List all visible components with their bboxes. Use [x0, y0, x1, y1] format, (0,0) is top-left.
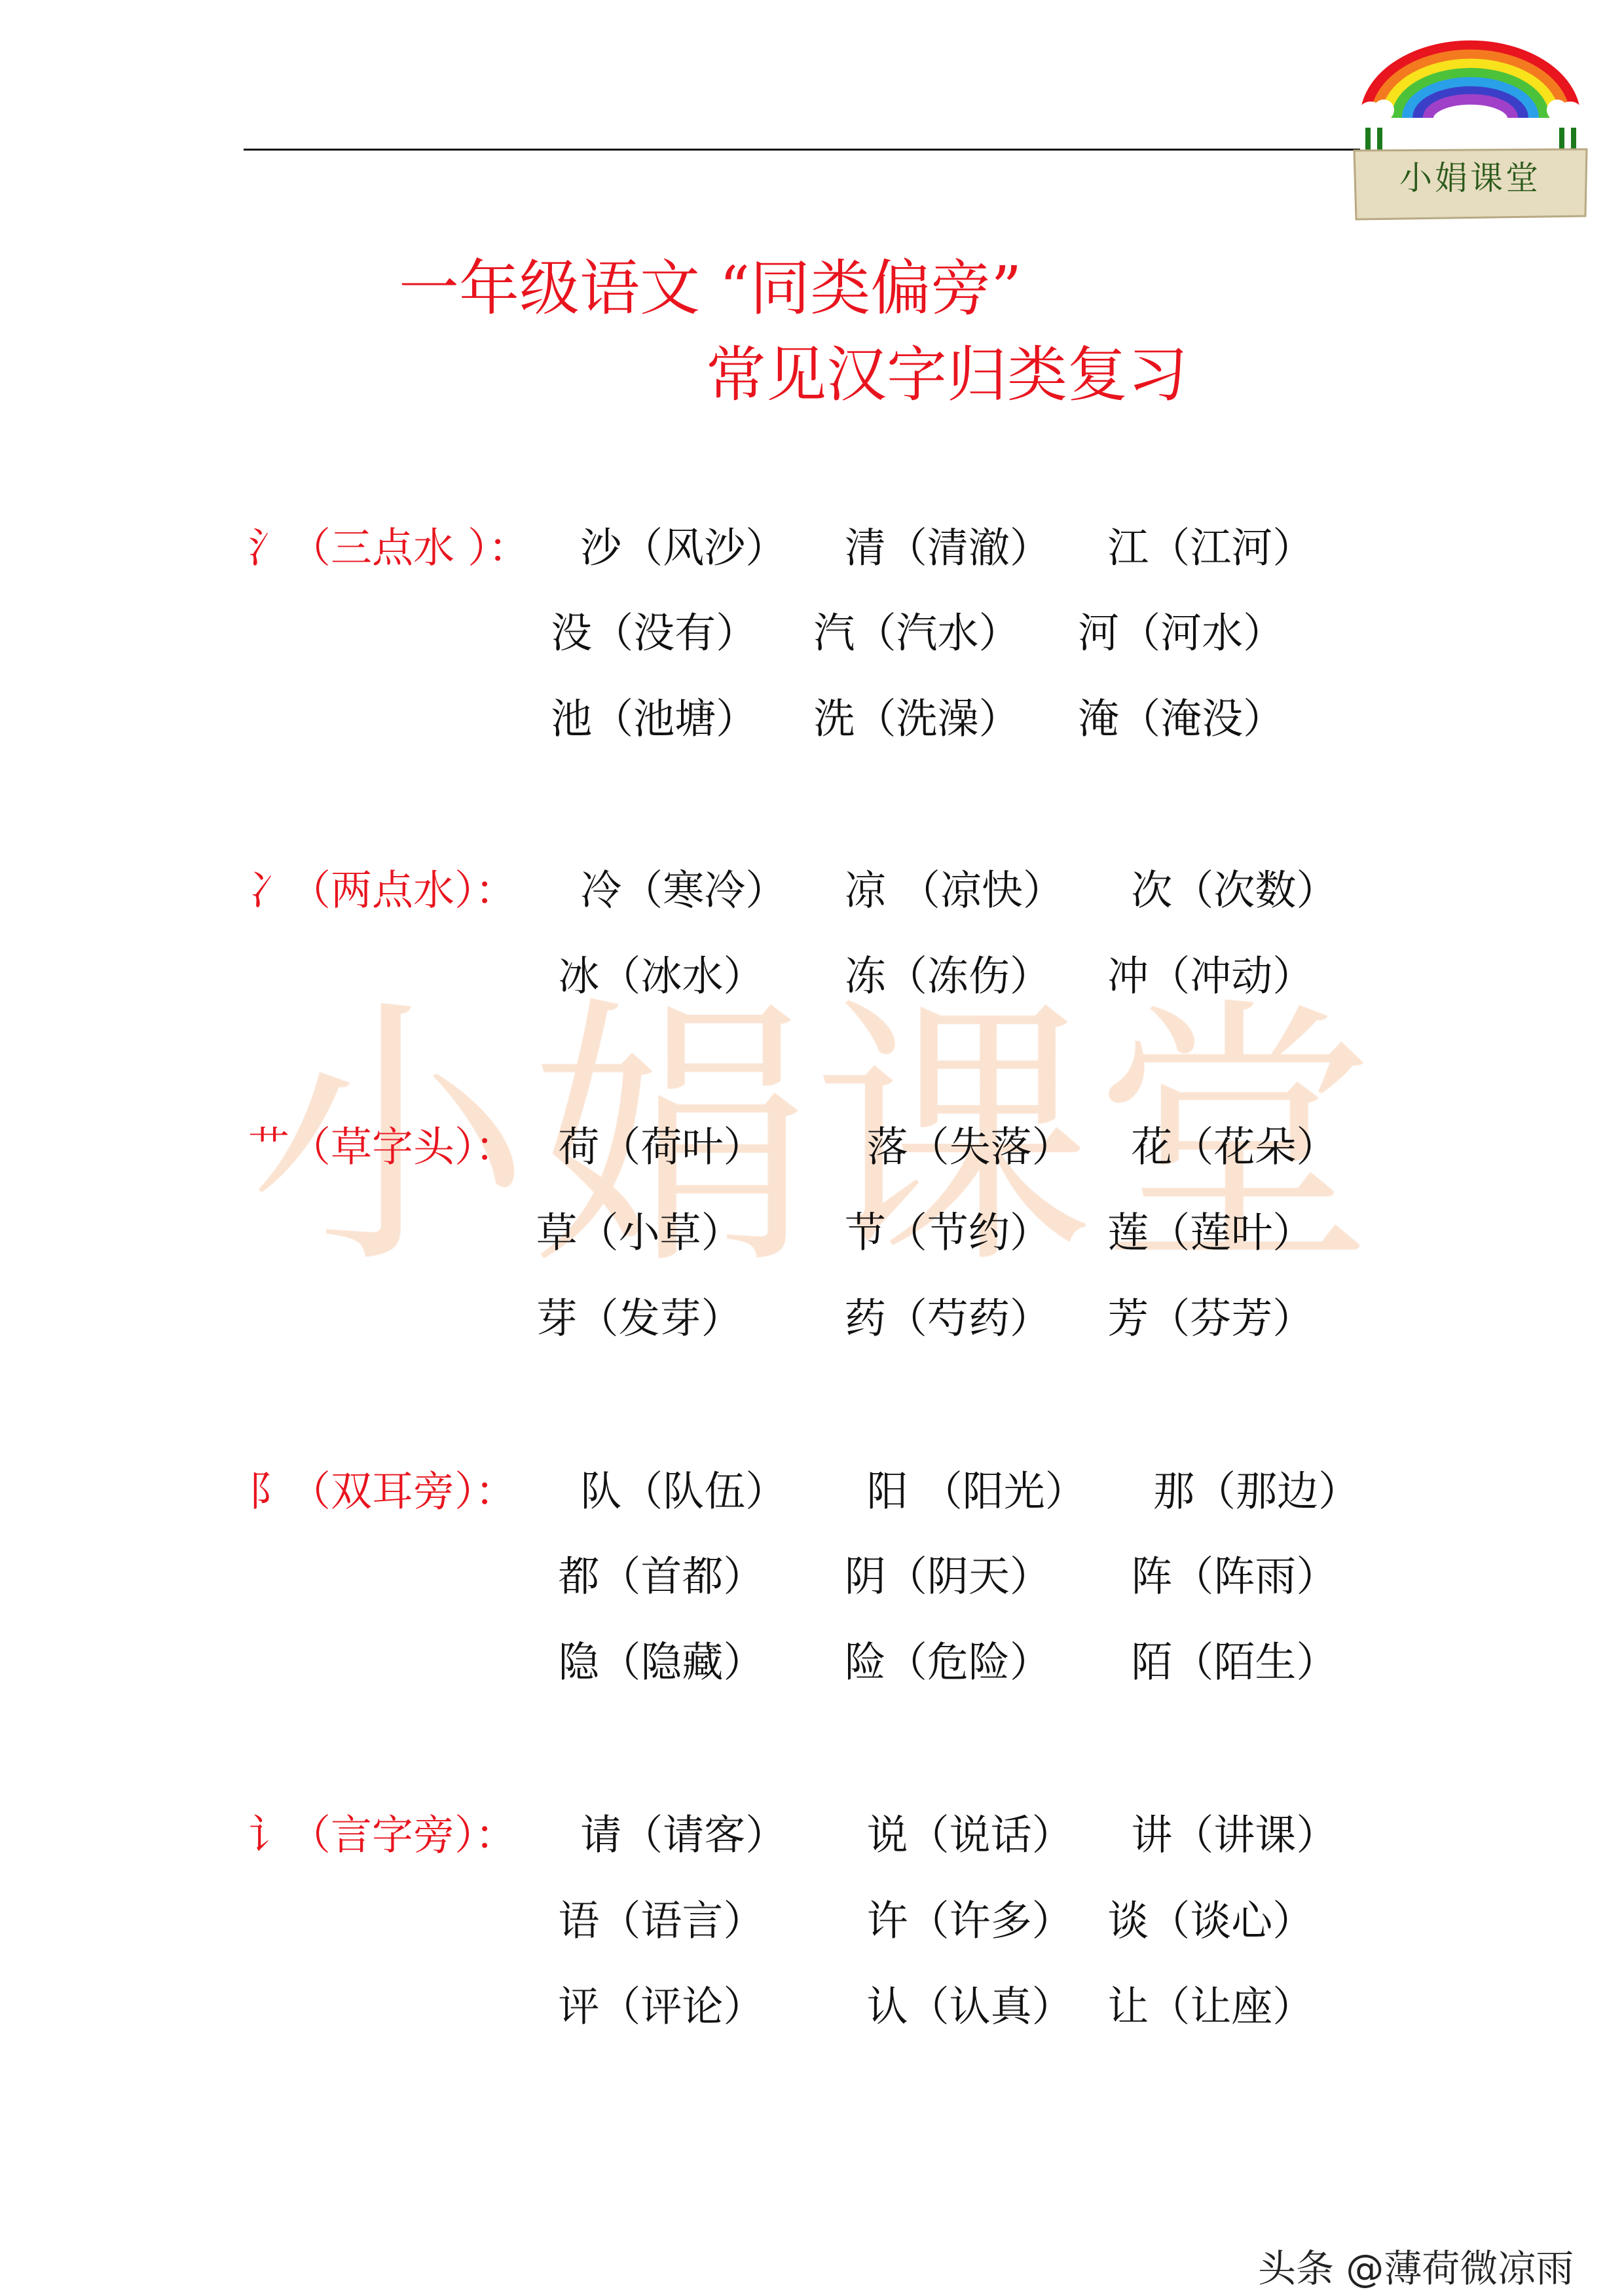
close-paren: ） — [978, 609, 1020, 657]
character-entry — [580, 866, 787, 915]
entry-character: 沙 — [580, 524, 622, 572]
open-paren: （ — [1119, 609, 1161, 657]
logo-text: 小娟课堂 — [1399, 159, 1541, 197]
close-paren: ） — [745, 866, 787, 915]
entry-character: 河 — [1078, 609, 1120, 657]
open-paren: （ — [1172, 1811, 1214, 1859]
entry-word: 阴天 — [927, 1552, 1010, 1601]
entry-word: 池塘 — [633, 695, 716, 743]
entry-character: 阵 — [1131, 1552, 1173, 1601]
entry-character: 险 — [844, 1638, 886, 1686]
entry-character: 芳 — [1107, 1294, 1149, 1343]
character-entry — [844, 866, 1064, 915]
close-paren: ） — [723, 1638, 765, 1686]
entry-character: 谈 — [1107, 1897, 1149, 1945]
entry-word: 首都 — [640, 1552, 724, 1601]
entry-character: 节 — [844, 1209, 886, 1257]
entry-character: 语 — [558, 1897, 600, 1945]
entry-word: 次数 — [1213, 866, 1297, 915]
open-paren: （ — [621, 1467, 663, 1516]
close-paren: ） — [1243, 609, 1285, 657]
close-paren: ） — [1009, 1294, 1051, 1343]
close-paren: ） — [701, 1294, 743, 1343]
close-paren: ） — [1272, 524, 1314, 572]
close-paren: ） — [1044, 1467, 1086, 1516]
close-paren: ） — [1296, 1638, 1338, 1686]
entry-character: 请 — [580, 1811, 622, 1859]
close-paren: ） — [1031, 1811, 1073, 1859]
open-paren: （ — [1172, 1552, 1214, 1601]
radical-label: 阝（双耳旁）： — [248, 1467, 517, 1516]
entry-character: 阳 — [866, 1467, 921, 1516]
close-paren: ） — [1031, 1982, 1073, 2031]
character-entry — [866, 1897, 1073, 1945]
entry-character: 落 — [866, 1123, 908, 1171]
page-title-line1: 一年级语文 “同类偏旁” — [399, 253, 1022, 323]
character-entry — [1131, 1552, 1338, 1601]
entry-word: 队伍 — [663, 1467, 746, 1516]
open-paren: （ — [885, 1638, 927, 1686]
character-entry — [866, 1467, 1086, 1516]
entry-word: 许多 — [949, 1897, 1032, 1945]
close-paren: ） — [723, 1982, 765, 2031]
open-paren: （ — [577, 1209, 619, 1257]
entry-character: 没 — [551, 609, 593, 657]
entry-character: 许 — [866, 1897, 908, 1945]
character-entry — [844, 1638, 1051, 1686]
character-entry — [551, 609, 758, 657]
open-paren: （ — [898, 866, 940, 915]
radical-label: 冫（两点水）： — [248, 866, 517, 915]
entry-character: 冻 — [844, 952, 886, 1000]
entry-character: 淹 — [1078, 695, 1120, 743]
entry-word: 阳光 — [962, 1467, 1045, 1516]
character-entry — [1107, 1982, 1314, 2031]
character-entry — [558, 1638, 765, 1686]
close-paren: ） — [1009, 524, 1051, 572]
entry-word: 芬芳 — [1190, 1294, 1273, 1343]
close-paren: ） — [1272, 1294, 1314, 1343]
entry-character: 阴 — [844, 1552, 886, 1601]
entry-character: 都 — [558, 1552, 600, 1601]
close-paren: ） — [745, 1811, 787, 1859]
close-paren: ） — [1272, 1897, 1314, 1945]
entry-character: 洗 — [813, 695, 855, 743]
close-paren: ） — [1031, 1123, 1073, 1171]
open-paren: （ — [1149, 1897, 1190, 1945]
entry-word: 冻伤 — [927, 952, 1010, 1000]
character-entry — [558, 1552, 765, 1601]
entry-character: 讲 — [1131, 1811, 1173, 1859]
close-paren: ） — [745, 1467, 787, 1516]
open-paren: （ — [592, 695, 634, 743]
open-paren: （ — [599, 1982, 641, 2031]
close-paren: ） — [745, 524, 787, 572]
close-paren: ） — [723, 1123, 765, 1171]
character-entry — [558, 1982, 765, 2031]
open-paren: （ — [885, 524, 927, 572]
close-paren: ） — [723, 1552, 765, 1601]
entry-word: 危险 — [927, 1638, 1010, 1686]
close-paren: ） — [1296, 866, 1338, 915]
entry-word: 洗澡 — [896, 695, 979, 743]
entry-character: 江 — [1107, 524, 1149, 572]
open-paren: （ — [599, 1552, 641, 1601]
entry-word: 淹没 — [1160, 695, 1244, 743]
open-paren: （ — [908, 1123, 950, 1171]
open-paren: （ — [1194, 1467, 1236, 1516]
entry-character: 花 — [1131, 1123, 1173, 1171]
entry-word: 汽水 — [896, 609, 979, 657]
entry-word: 冰水 — [640, 952, 724, 1000]
entry-character: 荷 — [558, 1123, 600, 1171]
character-entry — [844, 1552, 1051, 1601]
entry-word: 寒冷 — [663, 866, 746, 915]
open-paren: （ — [1149, 952, 1190, 1000]
open-paren: （ — [1149, 1209, 1190, 1257]
entry-word: 评论 — [640, 1982, 724, 2031]
character-entry — [536, 1294, 743, 1343]
open-paren: （ — [921, 1467, 963, 1516]
character-entry — [536, 1209, 743, 1257]
open-paren: （ — [908, 1897, 950, 1945]
entry-character: 凉 — [844, 866, 899, 915]
entry-word: 那边 — [1236, 1467, 1319, 1516]
character-entry — [1131, 1638, 1338, 1686]
character-entry — [580, 524, 787, 572]
entry-character: 莲 — [1107, 1209, 1149, 1257]
character-entry — [580, 1467, 787, 1516]
entry-character: 认 — [866, 1982, 908, 2031]
header-rule — [244, 149, 1360, 151]
character-entry — [866, 1811, 1073, 1859]
character-entry — [844, 1209, 1051, 1257]
entry-character: 冲 — [1107, 952, 1149, 1000]
character-entry — [1078, 609, 1285, 657]
entry-character: 评 — [558, 1982, 600, 2031]
close-paren: ） — [716, 695, 758, 743]
entry-character: 队 — [580, 1467, 622, 1516]
entry-word: 凉快 — [940, 866, 1023, 915]
close-paren: ） — [1009, 1209, 1051, 1257]
character-entry — [1107, 524, 1314, 572]
entry-character: 让 — [1107, 1982, 1149, 2031]
entry-word: 讲课 — [1213, 1811, 1297, 1859]
footer-credit: 头条 @薄荷微凉雨 — [1258, 2246, 1574, 2291]
entry-character: 清 — [844, 524, 886, 572]
close-paren: ） — [1296, 1552, 1338, 1601]
open-paren: （ — [885, 1294, 927, 1343]
close-paren: ） — [1272, 1982, 1314, 2031]
entry-character: 芽 — [536, 1294, 578, 1343]
open-paren: （ — [1149, 1982, 1190, 2031]
entry-word: 请客 — [663, 1811, 746, 1859]
entry-word: 小草 — [618, 1209, 701, 1257]
entry-character: 陌 — [1131, 1638, 1173, 1686]
character-entry — [1107, 1209, 1314, 1257]
open-paren: （ — [1172, 866, 1214, 915]
character-entry — [1078, 695, 1285, 743]
open-paren: （ — [885, 1209, 927, 1257]
close-paren: ） — [723, 1897, 765, 1945]
entry-word: 河水 — [1160, 609, 1244, 657]
entry-character: 说 — [866, 1811, 908, 1859]
open-paren: （ — [885, 1552, 927, 1601]
open-paren: （ — [592, 609, 634, 657]
entry-word: 芍药 — [927, 1294, 1010, 1343]
entry-character: 冰 — [558, 952, 600, 1000]
entry-character: 药 — [844, 1294, 886, 1343]
open-paren: （ — [908, 1982, 950, 2031]
entry-word: 谈心 — [1190, 1897, 1273, 1945]
entry-word: 失落 — [949, 1123, 1032, 1171]
page-title-line2: 常见汉字归类复习 — [706, 340, 1189, 410]
character-entry — [866, 1123, 1073, 1171]
character-entry — [1131, 866, 1338, 915]
entry-word: 江河 — [1190, 524, 1273, 572]
entry-word: 语言 — [640, 1897, 724, 1945]
entry-word: 让座 — [1190, 1982, 1273, 2031]
radical-label: 艹（草字头）： — [248, 1123, 517, 1171]
close-paren: ） — [1272, 952, 1314, 1000]
close-paren: ） — [716, 609, 758, 657]
character-entry — [844, 952, 1051, 1000]
character-entry — [551, 695, 758, 743]
open-paren: （ — [621, 866, 663, 915]
entry-word: 花朵 — [1213, 1123, 1297, 1171]
character-entry — [813, 695, 1020, 743]
close-paren: ） — [701, 1209, 743, 1257]
character-entry — [558, 952, 765, 1000]
close-paren: ） — [1031, 1897, 1073, 1945]
character-entry — [866, 1982, 1073, 2031]
open-paren: （ — [1119, 695, 1161, 743]
open-paren: （ — [885, 952, 927, 1000]
character-entry — [1107, 952, 1314, 1000]
entry-word: 清澈 — [927, 524, 1010, 572]
entry-word: 阵雨 — [1213, 1552, 1297, 1601]
entry-character: 冷 — [580, 866, 622, 915]
entry-word: 风沙 — [663, 524, 746, 572]
entry-word: 荷叶 — [640, 1123, 724, 1171]
open-paren: （ — [577, 1294, 619, 1343]
character-entry — [844, 1294, 1051, 1343]
close-paren: ） — [978, 695, 1020, 743]
close-paren: ） — [1009, 1638, 1051, 1686]
character-entry — [558, 1897, 765, 1945]
radical-label: 讠（言字旁）： — [248, 1811, 517, 1859]
open-paren: （ — [599, 1123, 641, 1171]
open-paren: （ — [621, 1811, 663, 1859]
entry-character: 草 — [536, 1209, 578, 1257]
character-entry — [813, 609, 1020, 657]
open-paren: （ — [908, 1811, 950, 1859]
open-paren: （ — [855, 695, 896, 743]
close-paren: ） — [1009, 1552, 1051, 1601]
entry-word: 认真 — [949, 1982, 1032, 2031]
open-paren: （ — [855, 609, 896, 657]
open-paren: （ — [599, 952, 641, 1000]
entry-character: 次 — [1131, 866, 1173, 915]
entry-word: 冲动 — [1190, 952, 1273, 1000]
close-paren: ） — [723, 952, 765, 1000]
close-paren: ） — [1022, 866, 1064, 915]
entry-word: 发芽 — [618, 1294, 701, 1343]
character-entry — [1153, 1467, 1360, 1516]
open-paren: （ — [1172, 1123, 1214, 1171]
close-paren: ） — [1272, 1209, 1314, 1257]
character-entry — [844, 524, 1051, 572]
open-paren: （ — [1149, 524, 1190, 572]
close-paren: ） — [1296, 1811, 1338, 1859]
entry-character: 隐 — [558, 1638, 600, 1686]
character-entry — [580, 1811, 787, 1859]
open-paren: （ — [1172, 1638, 1214, 1686]
close-paren: ） — [1009, 952, 1051, 1000]
entry-character: 汽 — [813, 609, 855, 657]
character-entry — [1107, 1294, 1314, 1343]
entry-word: 隐藏 — [640, 1638, 724, 1686]
close-paren: ） — [1296, 1123, 1338, 1171]
radical-label: 氵（三点水 ）： — [248, 524, 530, 572]
entry-character: 那 — [1153, 1467, 1195, 1516]
open-paren: （ — [1149, 1294, 1190, 1343]
entry-word: 陌生 — [1213, 1638, 1297, 1686]
entry-word: 莲叶 — [1190, 1209, 1273, 1257]
character-entry — [1131, 1123, 1338, 1171]
entry-word: 说话 — [949, 1811, 1032, 1859]
entry-word: 没有 — [633, 609, 716, 657]
open-paren: （ — [621, 524, 663, 572]
character-entry — [1107, 1897, 1314, 1945]
close-paren: ） — [1243, 695, 1285, 743]
close-paren: ） — [1318, 1467, 1360, 1516]
entry-word: 节约 — [927, 1209, 1010, 1257]
open-paren: （ — [599, 1897, 641, 1945]
entry-character: 池 — [551, 695, 593, 743]
character-entry — [558, 1123, 765, 1171]
open-paren: （ — [599, 1638, 641, 1686]
character-entry — [1131, 1811, 1338, 1859]
